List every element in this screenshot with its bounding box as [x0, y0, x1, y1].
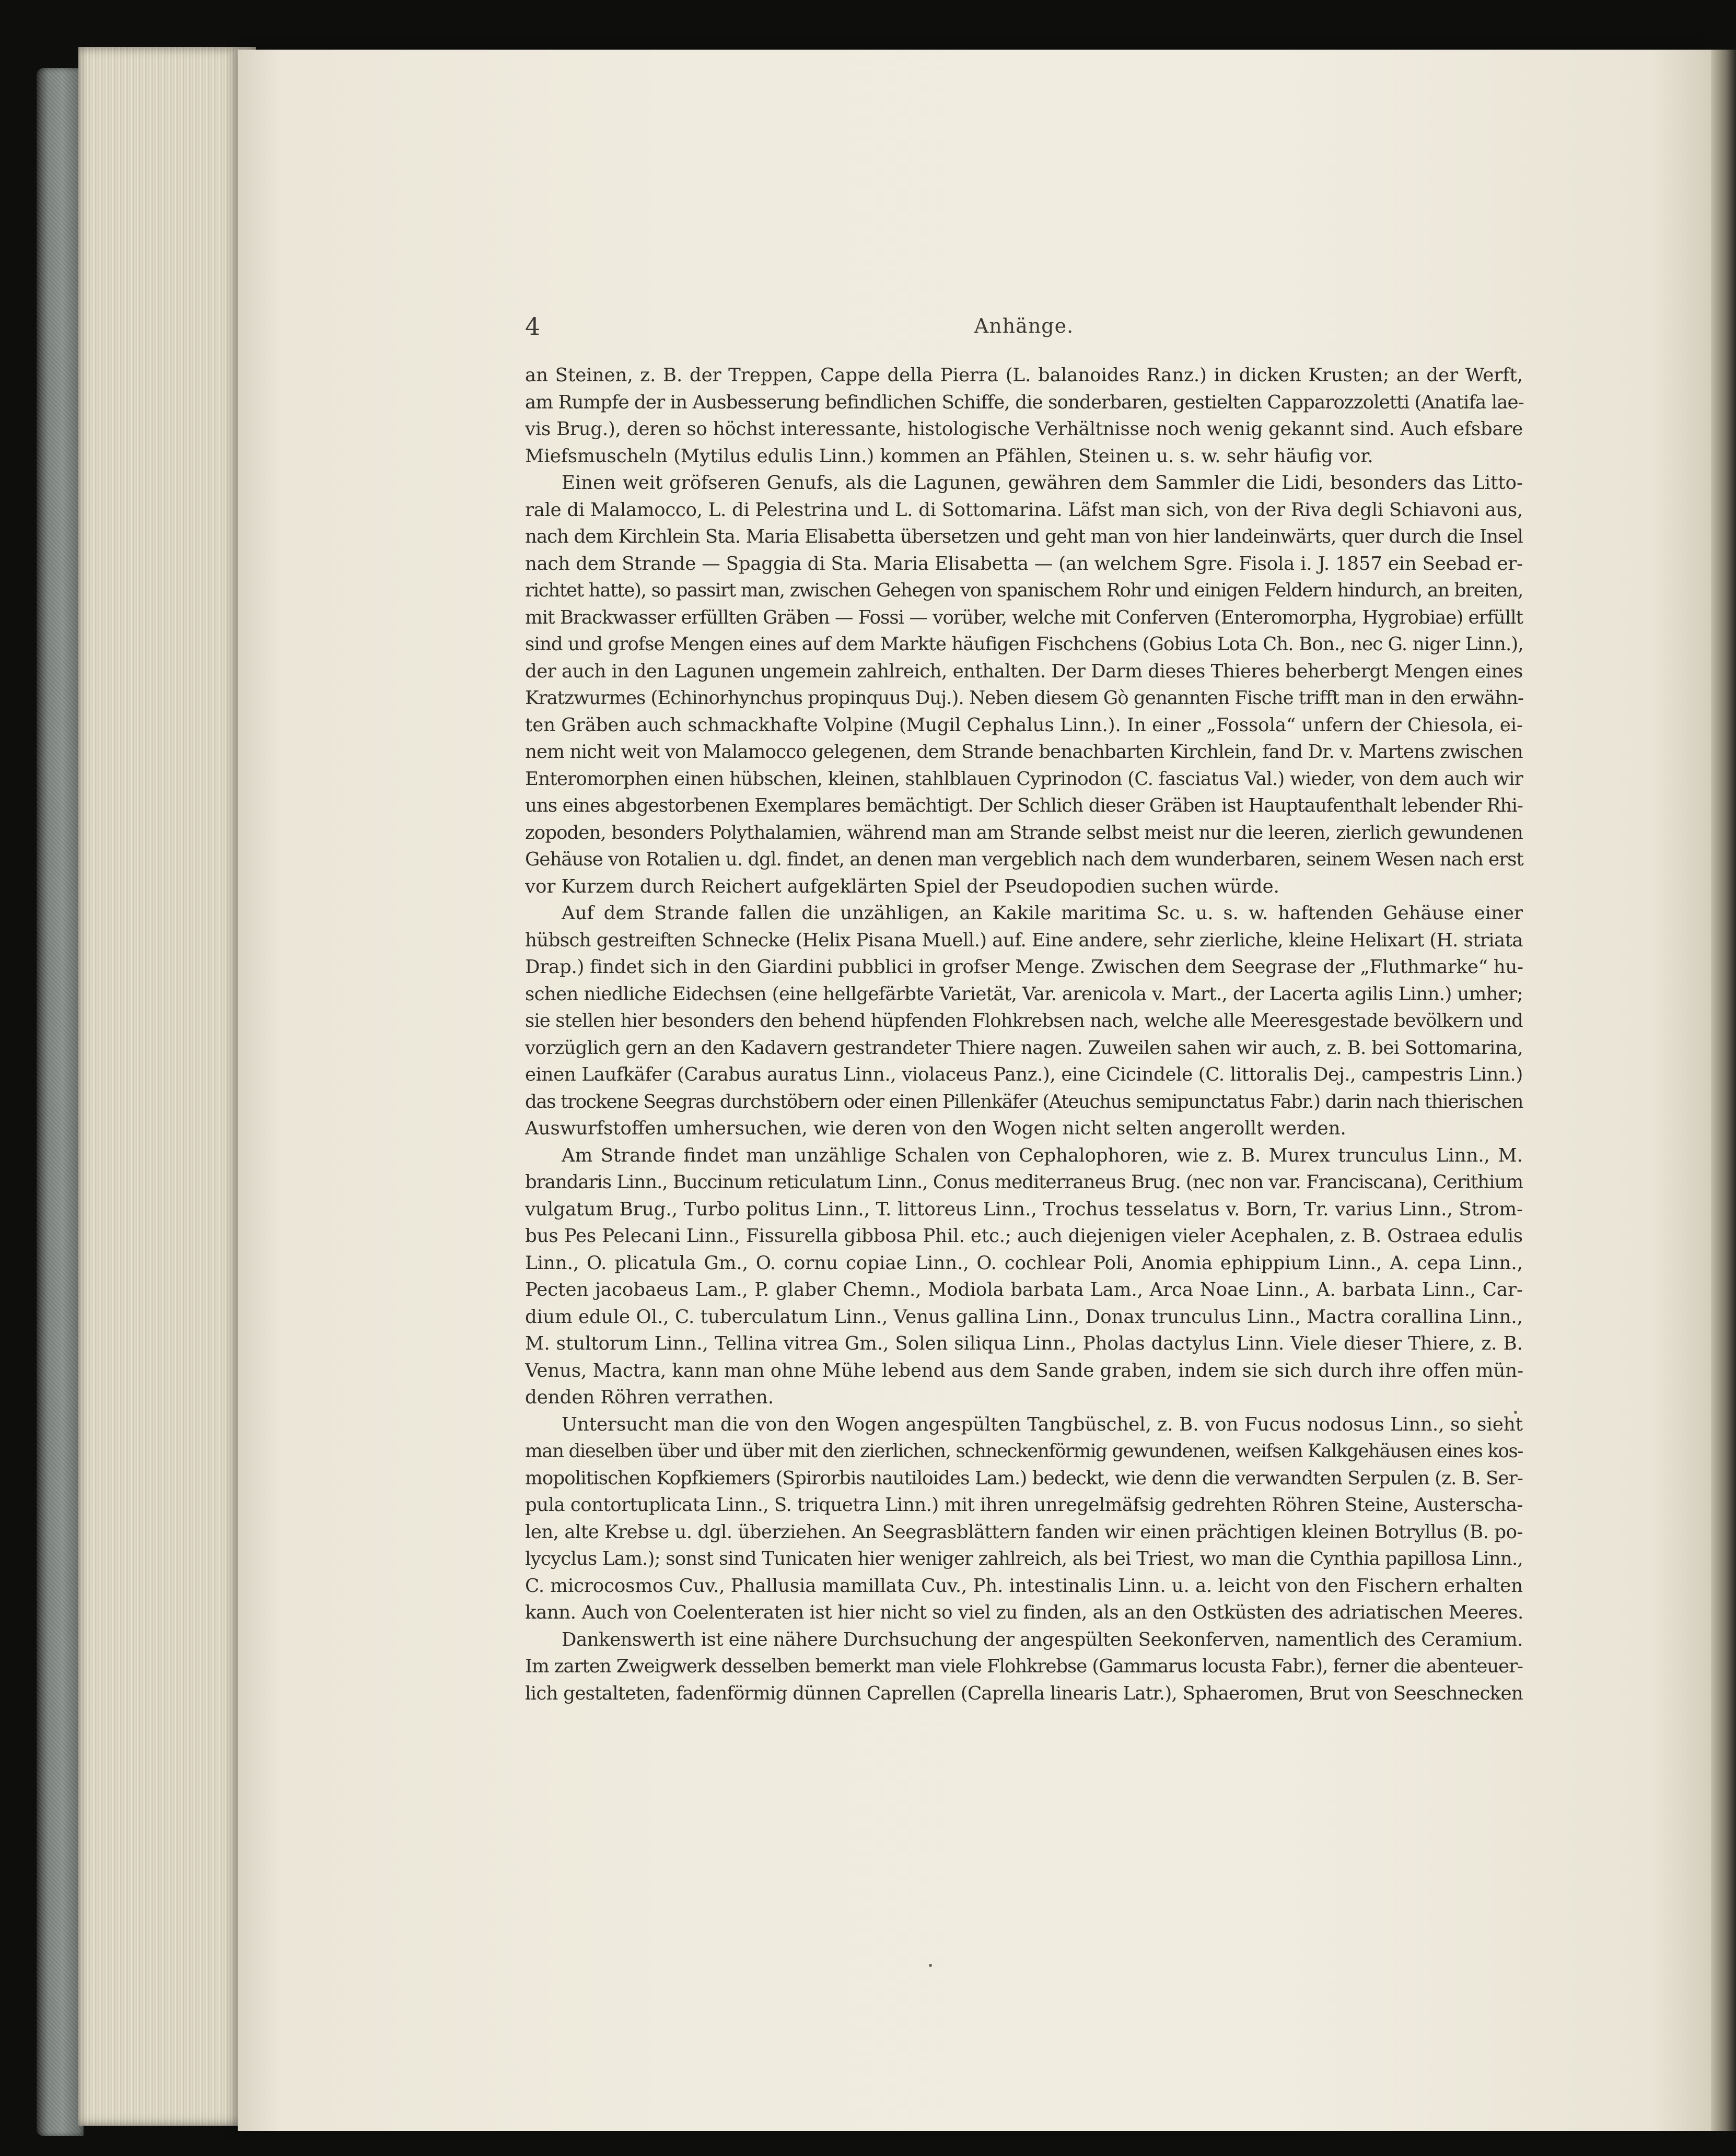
page-number: 4 — [525, 312, 541, 341]
text-line: sind und grofse Mengen eines auf dem Markte häufigen Fischchens (Gobius Lota Ch. Bon., nec G. niger Linn.), — [525, 634, 1523, 655]
text-line: denden Röhren verrathen. — [525, 1387, 774, 1408]
facing-page-edge — [1711, 50, 1736, 2131]
text-line: vorzüglich gern an den Kadavern gestrandeter Thiere nagen. Zuweilen sahen wir auch, z. B. bei Sottomarina, — [525, 1037, 1523, 1059]
speck-mark — [929, 1964, 932, 1967]
text-line: Im zarten Zweigwerk desselben bemerkt man viele Flohkrebse (Gammarus locusta Fabr.), ferner die abenteuer- — [525, 1656, 1523, 1677]
text-line: lich gestalteten, fadenförmig dünnen Caprellen (Caprella linearis Latr.), Sphaeromen, Brut von Seeschnecken — [525, 1682, 1523, 1704]
speck-mark — [1514, 1411, 1517, 1414]
text-line: Pecten jacobaeus Lam., P. glaber Chemn., Modiola barbata Lam., Arca Noae Linn., A. barbata Linn., Car- — [525, 1279, 1523, 1300]
text-line: vulgatum Brug., Turbo politus Linn., T. littoreus Linn., Trochus tesselatus v. Born, Tr. varius Linn., Strom- — [525, 1198, 1523, 1220]
text-line: Auswurfstoffen umhersuchen, wie deren von den Wogen nicht selten angerollt werden. — [525, 1118, 1346, 1139]
text-line: man dieselben über und über mit den zierlichen, schneckenförmig gewundenen, weifsen Kalkgehäusen eines kos- — [525, 1440, 1523, 1462]
text-line: der auch in den Lagunen ungemein zahlreich, enthalten. Der Darm dieses Thieres beherbergt Mengen eines — [525, 660, 1523, 682]
text-line: Am Strande findet man unzählige Schalen von Cephalophoren, wie z. B. Murex trunculus Linn., M. — [562, 1144, 1523, 1166]
text-line: Auf dem Strande fallen die unzähligen, an Kakile maritima Sc. u. s. w. haftenden Gehäuse einer — [562, 903, 1523, 924]
text-line: Drap.) findet sich in den Giardini pubblici in grofser Menge. Zwischen dem Seegrase der „Fluthmarke“ hu- — [525, 956, 1523, 978]
text-line: richtet hatte), so passirt man, zwischen Gehegen von spanischem Rohr und einigen Feldern hindurch, an breiten, — [525, 580, 1523, 601]
text-line: bus Pes Pelecani Linn., Fissurella gibbosa Phil. etc.; auch diejenigen vieler Acephalen, z. B. Ostraea edulis — [525, 1225, 1523, 1247]
text-line: nem nicht weit von Malamocco gelegenen, dem Strande benachbarten Kirchlein, fand Dr. v. Martens zwischen — [525, 741, 1523, 763]
text-line: Linn., O. plicatula Gm., O. cornu copiae Linn., O. cochlear Poli, Anomia ephippium Linn., A. cepa Linn., — [525, 1252, 1523, 1274]
text-line: schen niedliche Eidechsen (eine hellgefärbte Varietät, Var. arenicola v. Mart., der Lacerta agilis Linn.) umher; — [525, 983, 1523, 1005]
text-line: Enteromorphen einen hübschen, kleinen, stahlblauen Cyprinodon (C. fasciatus Val.) wieder, von dem auch wir — [525, 768, 1523, 790]
text-line: vor Kurzem durch Reichert aufgeklärten Spiel der Pseudopodien suchen würde. — [525, 875, 1279, 897]
text-line: uns eines abgestorbenen Exemplares bemächtigt. Der Schlich dieser Gräben ist Hauptaufenthalt lebender Rhi- — [525, 795, 1523, 816]
text-line: einen Laufkäfer (Carabus auratus Linn., violaceus Panz.), eine Cicindele (C. littoralis Dej., campestris Linn.) — [525, 1064, 1523, 1085]
text-line: brandaris Linn., Buccinum reticulatum Linn., Conus mediterraneus Brug. (nec non var. Franciscana), Cerithium — [525, 1171, 1523, 1193]
text-line: Kratzwurmes (Echinorhynchus propinquus Duj.). Neben diesem Gò genannten Fische trifft man in den erwähn- — [525, 687, 1524, 709]
text-line: dium edule Ol., C. tuberculatum Linn., Venus gallina Linn., Donax trunculus Linn., Mactra corallina Linn., — [525, 1306, 1523, 1328]
text-line: an Steinen, z. B. der Treppen, Cappe della Pierra (L. balanoides Ranz.) in dicken Krusten; an der Werft, — [525, 365, 1523, 386]
text-line: rale di Malamocco, L. di Pelestrina und L. di Sottomarina. Läfst man sich, von der Riva degli Schiavoni aus, — [525, 499, 1523, 521]
text-line: pula contortuplicata Linn., S. triquetra Linn.) mit ihren unregelmäfsig gedrehten Röhren Steine, Austerscha- — [525, 1494, 1523, 1516]
text-line: Venus, Mactra, kann man ohne Mühe lebend aus dem Sande graben, indem sie sich durch ihre offen mün- — [525, 1360, 1524, 1381]
page-header — [525, 312, 1523, 349]
text-line: Einen weit gröfseren Genufs, als die Lagunen, gewähren dem Sammler die Lidi, besonders das Litto- — [562, 472, 1523, 494]
text-line: sie stellen hier besonders den behend hüpfenden Flohkrebsen nach, welche alle Meeresgestade bevölkern und — [525, 1010, 1523, 1032]
text-line: hübsch gestreiften Schnecke (Helix Pisana Muell.) auf. Eine andere, sehr zierliche, kleine Helixart (H. striata — [525, 929, 1523, 951]
text-line: len, alte Krebse u. dgl. überziehen. An Seegrasblättern fanden wir einen prächtigen kleinen Botryllus (B. po- — [525, 1521, 1523, 1543]
text-line: am Rumpfe der in Ausbesserung befindlichen Schiffe, die sonderbaren, gestielten Capparozzoletti (Anatifa lae- — [525, 391, 1524, 413]
text-line: kann. Auch von Coelenteraten ist hier nicht so viel zu finden, als an den Ostküsten des adriatischen Meeres. — [525, 1602, 1523, 1623]
book-cover-spine — [37, 68, 84, 2136]
text-line: C. microcosmos Cuv., Phallusia mamillata Cuv., Ph. intestinalis Linn. u. a. leicht von den Fischern erhalten — [525, 1575, 1523, 1597]
text-line: Gehäuse von Rotalien u. dgl. findet, an denen man vergeblich nach dem wunderbaren, seinem Wesen nach erst — [525, 849, 1523, 870]
running-title: Anhänge. — [974, 314, 1074, 337]
text-line: mit Brackwasser erfüllten Gräben — Fossi — vorüber, welche mit Conferven (Enteromorpha, Hygrobiae) erfüllt — [525, 606, 1523, 628]
text-line: Dankenswerth ist eine nähere Durchsuchung der angespülten Seekonferven, namentlich des Ceramium. — [562, 1628, 1523, 1650]
text-line: lycyclus Lam.); sonst sind Tunicaten hier weniger zahlreich, als bei Triest, wo man die Cynthia papillosa Linn., — [525, 1548, 1523, 1569]
text-line: ten Gräben auch schmackhafte Volpine (Mugil Cephalus Linn.). In einer „Fossola“ unfern der Chiesola, ei- — [525, 714, 1523, 736]
text-line: nach dem Strande — Spaggia di Sta. Maria Elisabetta — (an welchem Sgre. Fisola i. J. 1857 ein Seebad er- — [525, 553, 1523, 575]
text-line: vis Brug.), deren so höchst interessante, histologische Verhältnisse noch wenig gekannt sind. Auch efsbare — [525, 418, 1523, 440]
text-line: mopolitischen Kopfkiemers (Spirorbis nautiloides Lam.) bedeckt, wie denn die verwandten Serpulen (z. B. Ser- — [525, 1467, 1523, 1489]
text-line: das trockene Seegras durchstöbern oder einen Pillenkäfer (Ateuchus semipunctatus Fabr.) darin nach thierischen — [525, 1091, 1523, 1112]
page-stack-edge — [78, 47, 256, 2126]
text-line: Untersucht man die von den Wogen angespülten Tangbüschel, z. B. von Fucus nodosus Linn., so sieht — [562, 1413, 1523, 1435]
text-line: Miefsmuscheln (Mytilus edulis Linn.) kommen an Pfählen, Steinen u. s. w. sehr häufig vor. — [525, 445, 1373, 467]
text-line: nach dem Kirchlein Sta. Maria Elisabetta übersetzen und geht man von hier landeinwärts, quer durch die Insel — [525, 526, 1523, 547]
text-line: zopoden, besonders Polythalamien, während man am Strande selbst meist nur die leeren, zierlich gewundenen — [525, 822, 1523, 843]
body-text — [525, 362, 1523, 1707]
text-line: M. stultorum Linn., Tellina vitrea Gm., Solen siliqua Linn., Pholas dactylus Linn. Viele dieser Thiere, z. B. — [525, 1333, 1523, 1354]
